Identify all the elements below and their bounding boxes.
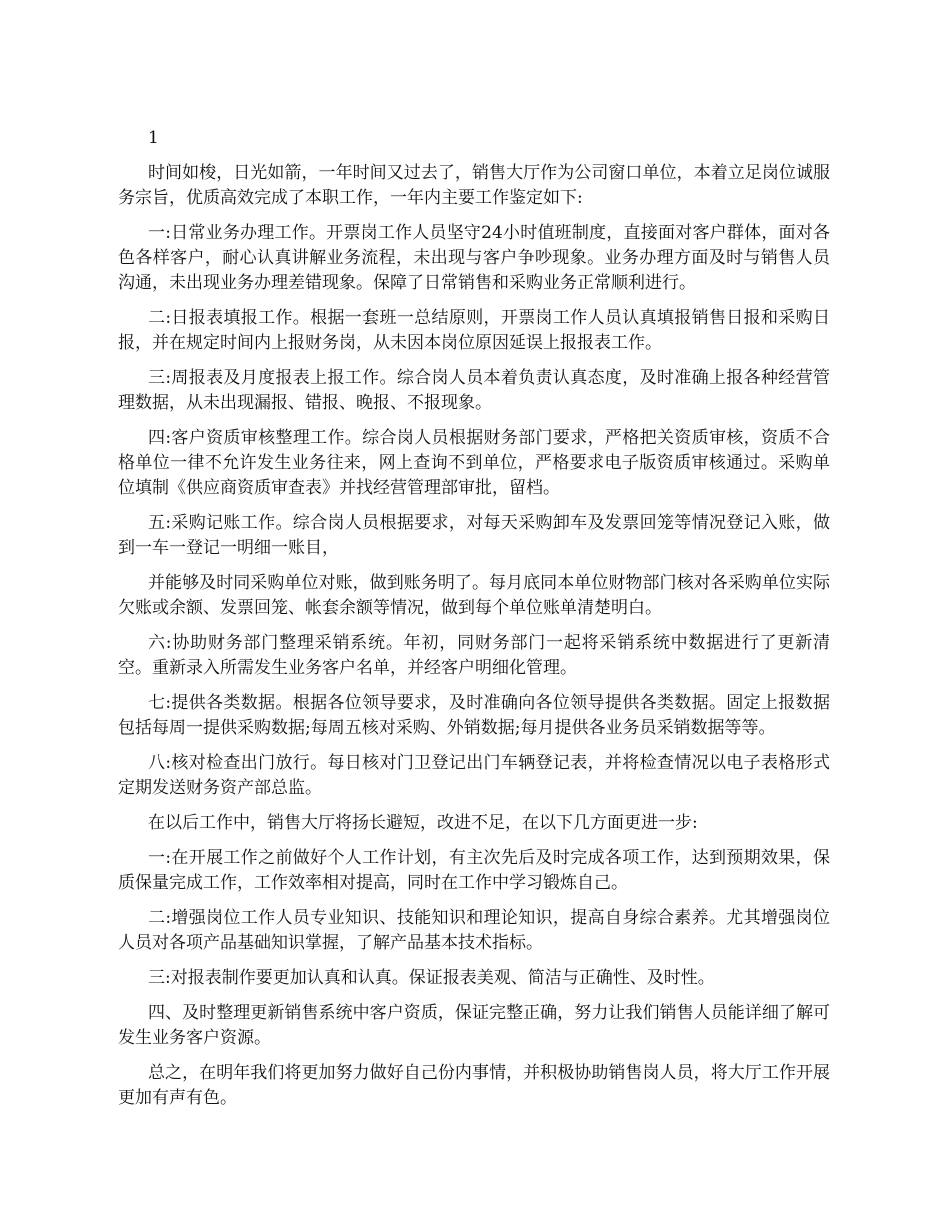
document-body	[118, 126, 830, 1121]
paragraph-conclusion: 总之，在明年我们将更加努力做好自己份内事情，并积极协助销售岗人员，将大厅工作开展更加有声有色。	[118, 1063, 830, 1108]
paragraph-reconciliation: 并能够及时同采购单位对账，做到账务明了。每月底同本单位财物部门核对各采购单位实际欠账或余额、发票回笼、帐套余额等情况，做到每个单位账单清楚明白。	[118, 573, 830, 618]
paragraph-data-provision: 七:提供各类数据。根据各位领导要求，及时准确向各位领导提供各类数据。固定上报数据包括每周一提供采购数据;每周五核对采购、外销数据;每月提供各业务员采销数据等等。	[118, 693, 830, 738]
paragraph-report-quality: 三:对报表制作要更加认真和认真。保证报表美观、简洁与正确性、及时性。	[148, 968, 715, 988]
paragraph-daily-report: 二:日报表填报工作。根据一套班一总结原则，开票岗工作人员认真填报销售日报和采购日报，并在规定时间内上报财务岗，从未因本岗位原因延误上报报表工作。	[118, 308, 830, 353]
paragraph-qualification-review: 四:客户资质审核整理工作。综合岗人员根据财务部门要求，严格把关资质审核，资质不合格单位一律不允许发生业务往来，网上查询不到单位，严格要求电子版资质审核通过。采购单位填制《供应商资质审查表》并找经营管理部审批，留档。	[118, 428, 830, 498]
paragraph-weekly-monthly-report: 三:周报表及月度报表上报工作。综合岗人员本着负责认真态度，及时准确上报各种经营管理数据，从未出现漏报、错报、晚报、不报现象。	[118, 368, 830, 413]
paragraph-professional-skills: 二:增强岗位工作人员专业知识、技能知识和理论知识，提高自身综合素养。尤其增强岗位人员对各项产品基础知识掌握，了解产品基本技术指标。	[118, 908, 830, 953]
paragraph-exit-check: 八:核对检查出门放行。每日核对门卫登记出门车辆登记表，并将检查情况以电子表格形式定期发送财务资产部总监。	[118, 753, 830, 798]
paragraph-customer-qualification: 四、及时整理更新销售系统中客户资质，保证完整正确，努力让我们销售人员能详细了解可发生业务客户资源。	[118, 1003, 830, 1048]
paragraph-intro: 时间如梭，日光如箭，一年时间又过去了，销售大厅作为公司窗口单位，本着立足岗位诚服务宗旨，优质高效完成了本职工作，一年内主要工作鉴定如下:	[118, 163, 830, 208]
paragraph-improvement-intro: 在以后工作中，销售大厅将扬长避短，改进不足，在以下几方面更进一步:	[148, 813, 698, 833]
paragraph-work-plan: 一:在开展工作之前做好个人工作计划，有主次先后及时完成各项工作，达到预期效果，保质保量完成工作，工作效率相对提高，同时在工作中学习锻炼自己。	[118, 848, 830, 893]
paragraph-daily-business: 一:日常业务办理工作。开票岗工作人员坚守24小时值班制度，直接面对客户群体，面对各色各样客户，耐心认真讲解业务流程，未出现与客户争吵现象。业务办理方面及时与销售人员沟通，未出现业务办理差错现象。保障了日常销售和采购业务正常顺利进行。	[118, 223, 830, 293]
paragraph-purchase-accounting: 五:采购记账工作。综合岗人员根据要求，对每天采购卸车及发票回笼等情况登记入账，做到一车一登记一明细一账目，	[118, 513, 830, 558]
paragraph-system-cleanup: 六:协助财务部门整理采销系统。年初，同财务部门一起将采销系统中数据进行了更新清空。重新录入所需发生业务客户名单，并经客户明细化管理。	[118, 633, 830, 678]
page-number: 1	[148, 128, 159, 148]
